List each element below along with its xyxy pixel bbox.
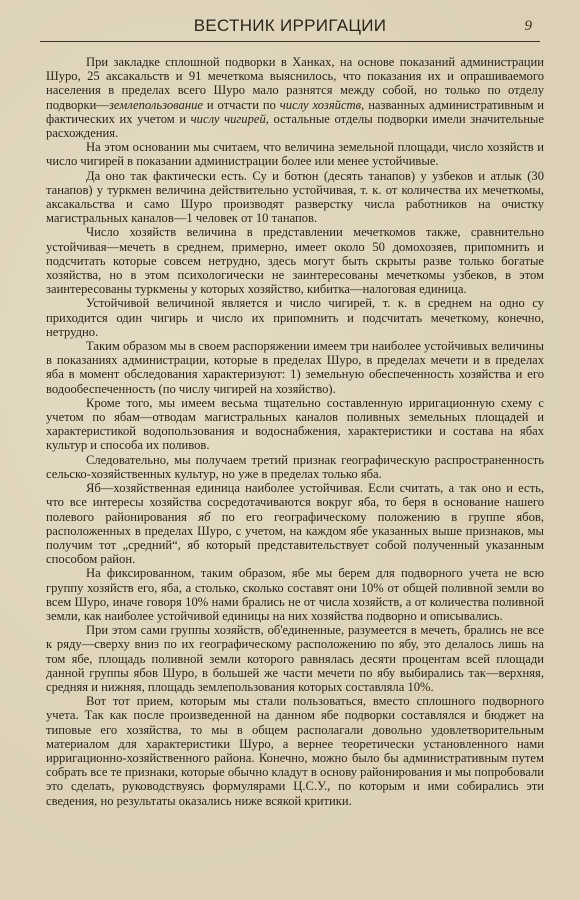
italic-text: землепользование bbox=[109, 97, 203, 112]
paragraph-text: по его географическому положению в группе ябов, расположенных в пределах Шуро, с учетом, на каждом ябе указанных выше признаков, мы получим тот „средний“, яб который представительствует собой полученный указанным способом район. bbox=[46, 509, 544, 567]
body-paragraph bbox=[46, 566, 544, 623]
body-paragraph bbox=[46, 694, 544, 808]
paragraph-text: При закладке сплошной подворки в Ханках, на основе показаний администрации Шуро, 25 аксакальств и 91 мечеткома выяснилось, что показания их и опрашиваемого населения в пределах всего Шуро мало разнятся между собой, но только по отделу подворки— bbox=[46, 55, 544, 112]
paragraph-text: и отчасти по bbox=[202, 97, 280, 112]
body-paragraph bbox=[46, 453, 544, 481]
paragraph-text: названных административным и фактических их учетом и bbox=[46, 97, 545, 126]
italic-text: числу хозяйств, bbox=[279, 97, 365, 112]
paragraph-text: На этом основании мы считаем, что величина земельной площади, число хозяйств и число чигирей в показании администрации более или менее устойчивые. bbox=[46, 140, 544, 169]
paragraph-text: Яб—хозяйственная единица наиболее устойчивая. Если считать, а так оно и есть, что все интересы хозяйства сосредотачиваются вокруг яба, то беря в основание нашего полевого районирования bbox=[46, 481, 544, 524]
body-paragraph bbox=[46, 481, 544, 566]
body-paragraph bbox=[46, 396, 544, 453]
paragraph-text: остальные отделы подворки имели значительные расхождения. bbox=[46, 111, 544, 141]
italic-text: числу чигирей, bbox=[190, 111, 269, 126]
paragraph-text: Таким образом мы в своем распоряжении имеем три наиболее устойчивых величины в показаниях администрации, которые в пределах Шуро, в пределах мечети и в пределах яба в момент обследования характеризуют: 1) земельную обеспеченность хозяйства и его водообеспеченность (по числу чигирей на хозяйство). bbox=[46, 339, 545, 396]
body-paragraph bbox=[46, 339, 544, 396]
paragraph-text: Вот тот прием, которым мы стали пользоваться, вместо сплошного подворного учета. Так как после произведенной на данном ябе подворки составлялся и бюджет на типовые его хозяйства, то мы в общем располагали довольно удовлетворительным материалом для характеристики Шуро, а вернее теоретически установленного нами ирригационно-хозяйственного района. Конечно, можно было бы административным путем собрать все те признаки, которые обычно кладут в основу районирования и мы попробовали это сделать, руководствуясь формулярами Ц.С.У., по которым и ими собирались эти сведения, но результаты оказались ниже всякой критики. bbox=[46, 694, 544, 808]
article-body bbox=[46, 55, 544, 808]
paragraph-text: Да оно так фактически есть. Су и ботюн (десять танапов) у узбеков и атлык (30 танапов) у туркмен величина действительно устойчивая, т. к. от количества их мечеткомы, аксакальства и само Шуро производят разверстку числа работников на очистку магистральных каналов—1 человек от 10 танапов. bbox=[46, 168, 544, 226]
paragraph-text: На фиксированном, таким образом, ябе мы берем для подворного учета не всю группу хозяйств его, яба, а столько, сколько составят они 10% от общей поливной земли во всем Шуро, иначе говоря 10% нами брались не от числа хозяйств, а от количества поливной земли, как наиболее устойчивой единицы на них хозяйства подворно и описывались. bbox=[46, 566, 544, 623]
paragraph-text: При этом сами группы хозяйств, об'единенные, разумеется в мечеть, брались не все к ряду—сверху вниз по их географическому расположению по ябу, это делалось лишь на том ябе, площадь поливной земли которого равнялась десяти процентам всей площади данной группы ябов Шуро, в большей же части мечети по ябу выбирались так—верхняя, средняя и нижняя, площадь землепользования которых составляла 10%. bbox=[46, 623, 544, 694]
body-paragraph bbox=[46, 623, 544, 694]
paragraph-text: Кроме того, мы имеем весьма тщательно составленную ирригационную схему с учетом по ябам—отводам магистральных каналов поливных земельных площадей и характеристикой водопользования и водоснабжения, характеристики и состава на ябах культур и способа их поливов. bbox=[46, 395, 544, 453]
body-paragraph bbox=[46, 296, 544, 339]
paragraph-text: Число хозяйств величина в представлении мечеткомов также, сравнительно устойчивая—мечеть в среднем, примерно, имеет около 50 домохозяев, припомнить и подсчитать которые совсем нетрудно, здесь могут быть скрыты разве только богатые хозяйства, но в этом психологически не заинтересованы мечеткомы узбеков, в этом заинтересованы туркмены у которых хозяйство, кибитка—налоговая единица. bbox=[46, 225, 544, 297]
page-number: 9 bbox=[524, 18, 532, 34]
body-paragraph bbox=[46, 225, 544, 296]
header-rule bbox=[40, 41, 540, 42]
body-paragraph bbox=[46, 140, 544, 168]
journal-title: ВЕСТНИК ИРРИГАЦИИ bbox=[193, 16, 387, 35]
paragraph-text: Устойчивой величиной является и число чигирей, т. к. в среднем на одно су приходится один чигирь и число их припомнить и подсчитать мечеткому, конечно, нетрудно. bbox=[46, 296, 544, 339]
italic-text: яб bbox=[198, 509, 211, 524]
running-header bbox=[40, 14, 540, 44]
body-paragraph bbox=[46, 55, 544, 140]
paragraph-text: Следовательно, мы получаем третий признак географическую распространенность сельско-хозяйственных культур, но уже в пределах только яба. bbox=[46, 452, 544, 481]
body-paragraph bbox=[46, 169, 544, 226]
